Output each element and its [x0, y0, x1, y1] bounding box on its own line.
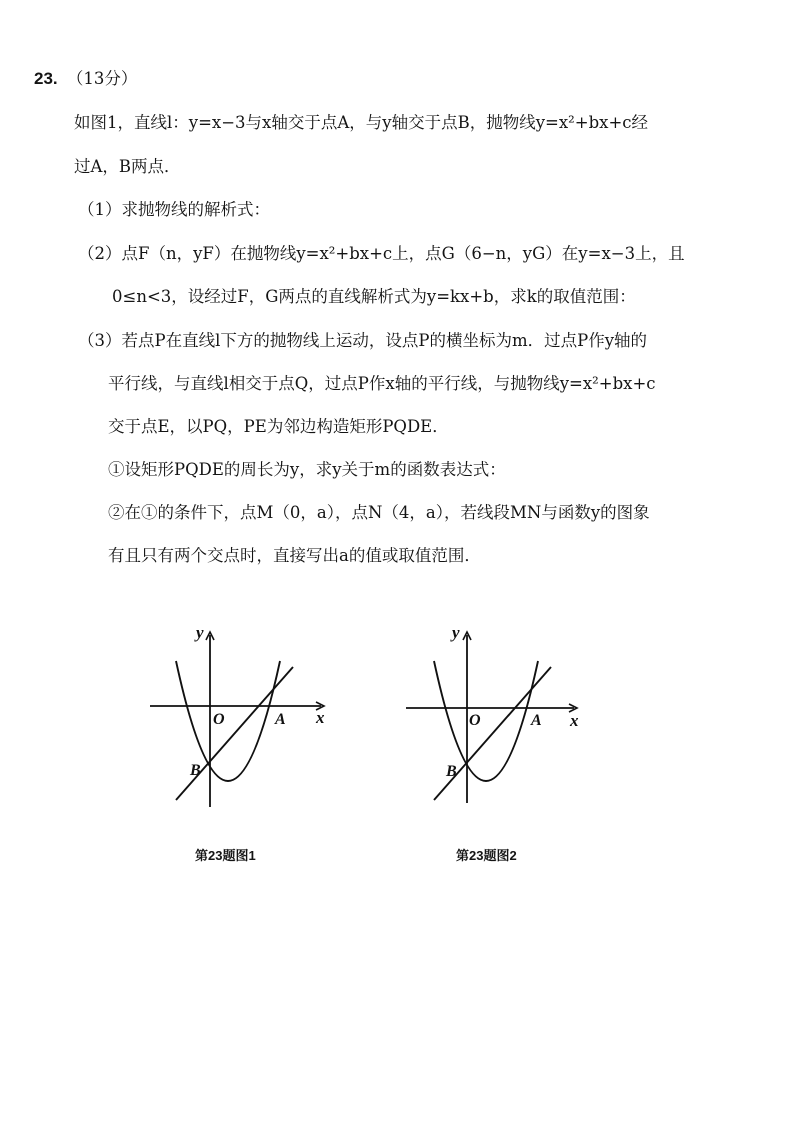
part-1: （1）求抛物线的解析式： [78, 200, 270, 219]
part-3-line-2: 平行线，与直线l相交于点Q，过点P作x轴的平行线，与抛物线y=x²+bx+c [108, 374, 656, 393]
point-a-label: A [531, 712, 542, 729]
point-a-label: A [275, 711, 286, 728]
origin-label: O [469, 712, 481, 729]
x-axis-label: x [316, 708, 325, 727]
part-3-line-3: 交于点E，以PQ，PE为邻边构造矩形PQDE． [108, 417, 449, 436]
sub-question-2-line-2: 有且只有两个交点时，直接写出a的值或取值范围． [108, 546, 481, 565]
figure-1 [146, 625, 346, 815]
question-header [34, 68, 137, 90]
point-b-label: B [446, 763, 457, 780]
point-b-label: B [190, 762, 201, 779]
figure-1-caption: 第23题图1 [195, 848, 256, 863]
part-2-line-2: 0≤n<3，设经过F，G两点的直线解析式为y=kx+b，求k的取值范围： [112, 287, 636, 306]
part-2-line-1: （2）点F（n，yF）在抛物线y=x²+bx+c上，点G（6−n，yG）在y=x−3上，且 [78, 244, 685, 263]
question-points: （13分） [66, 69, 138, 88]
part-3-line-1: （3）若点P在直线l下方的抛物线上运动，设点P的横坐标为m．过点P作y轴的 [78, 331, 648, 350]
sub-question-2-line-1: ②在①的条件下，点M（0，a），点N（4，a），若线段MN与函数y的图象 [108, 503, 650, 522]
origin-label: O [213, 711, 225, 728]
x-axis-label: x [570, 711, 579, 730]
figure-2-caption: 第23题图2 [456, 848, 517, 863]
sub-question-1: ①设矩形PQDE的周长为y，求y关于m的函数表达式： [108, 460, 506, 479]
y-axis-label: y [196, 623, 204, 642]
intro-line-1: 如图1，直线l：y=x−3与x轴交于点A，与y轴交于点B，抛物线y=x²+bx+c经 [74, 113, 649, 132]
question-number: 23. [34, 69, 58, 88]
figure-2 [404, 625, 604, 815]
intro-line-2: 过A，B两点． [74, 157, 181, 176]
y-axis-label: y [452, 623, 460, 642]
